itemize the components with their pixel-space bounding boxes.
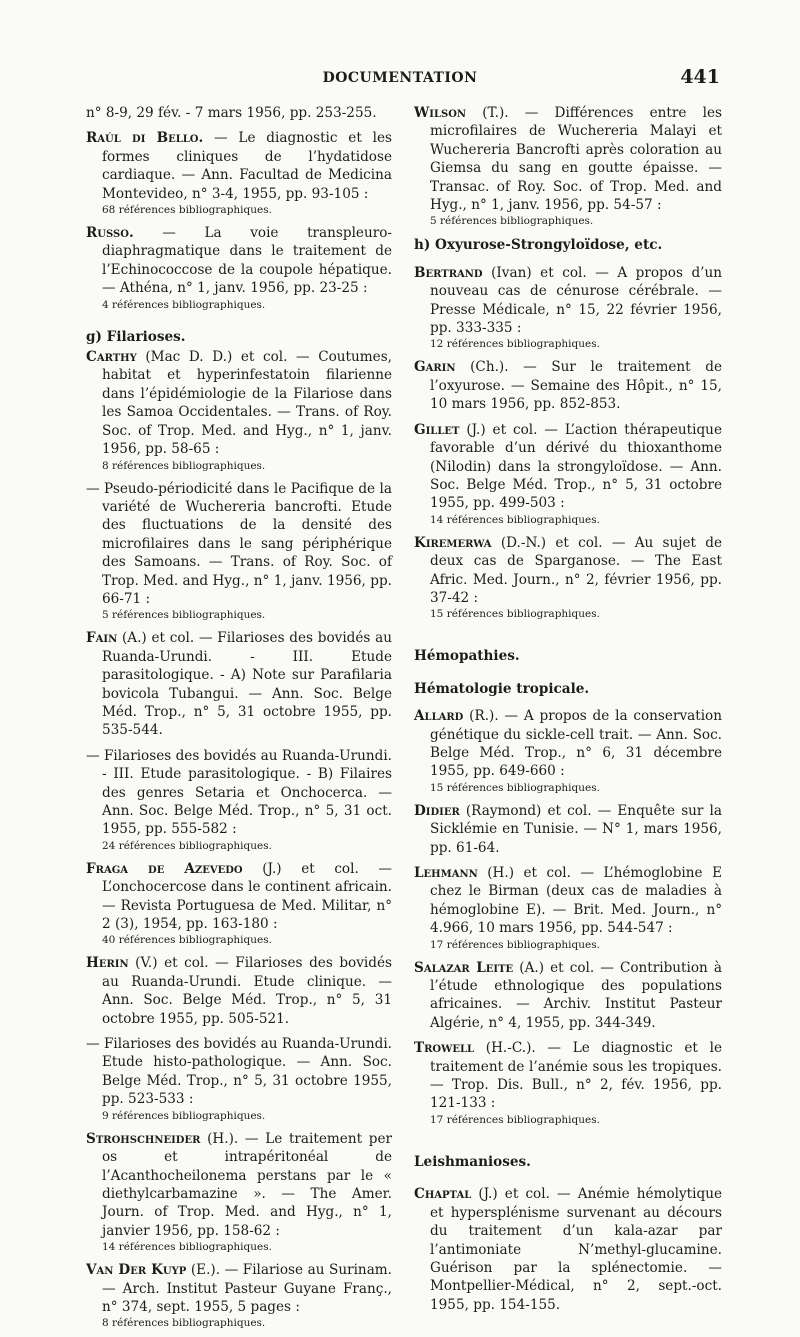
entry-author: Didier [414,802,460,819]
bibliography-entry [86,747,392,853]
entry-reference-count: 17 références bibliographiques. [430,1113,600,1126]
entry-reference-count: 14 références bibliographiques. [430,513,600,526]
entry-reference-count: 5 références bibliographiques. [430,215,594,228]
entry-text [86,224,392,298]
bibliography-entry [86,860,392,948]
entry-citation: (Mac D. D.) et col. — Coutumes, habitat et hyperinfestatoin filarienne dans l’épidémiologie de la Filariose dans les Samoa Occidentales. — Trans. of Roy. Soc. of Trop. Med. and Hyg., n° 1, janv. 1956, pp. 58-65 : [102,349,392,458]
entry-text [86,747,392,839]
bibliography-entry [86,629,392,739]
section-heading: Hémopathies. [414,648,520,665]
entry-text [86,860,392,934]
bibliography-entry [86,1261,392,1330]
entry-author: Gillet [414,421,460,438]
entry-text [414,358,722,413]
entry-reference-count: 24 références bibliographiques. [102,839,272,852]
entry-citation: (A.) et col. — Contribution à l’étude ethnologique des populations africaines. — Archiv. Institut Pasteur Algérie, n° 4, 1955, pp. 344-349. [430,959,723,1031]
bibliography-entry [414,264,722,352]
entry-text [414,707,722,781]
entry-citation: (Ivan) et col. — A propos d’un nouveau cas de cénurose cérébrale. — Presse Médicale, n° 15, 22 février 1956, pp. 333-335 : [430,264,722,337]
entry-reference-count: 5 références bibliographiques. [102,609,266,622]
entry-text [86,104,392,122]
bibliography-entry [414,358,722,413]
entry-citation: (J.) et col. — L’action thérapeutique favorable d’un dérivé du thioxanthome (Nilodin) dans la strongyloïdose. — Ann. Soc. Belge Méd. Trop., n° 5, 31 octobre 1955, pp. 499-503 : [430,421,722,512]
entry-reference-count: 8 références bibliographiques. [102,1317,266,1330]
entry-text [86,629,392,739]
entry-author: Kiremerwa [414,534,492,551]
entry-text [86,1130,392,1240]
entry-citation: (H.). — Le traitement per os et intrapéritonéal de l’Acanthocheilonema perstans par le « diethylcarbamazine ». — The Amer. Journ. of Trop. Med. and Hyg., n° 1, janvier 1956, pp. 158-62 : [102,1130,392,1239]
entry-reference-count: 9 références bibliographiques. [102,1109,266,1122]
bibliography-entry [86,954,392,1028]
entry-author: Bertrand [414,264,483,281]
entry-citation: (H.) et col. — L’hémoglobine E chez le Birman (deux cas de maladies à hémoglobine E). — Brit. Med. Journ., n° 4.966, 10 mars 1956, pp. 544-547 : [430,865,722,937]
page-number: 441 [680,66,720,88]
bibliography-entry [414,1185,722,1314]
entry-text [86,954,392,1028]
entry-citation: (Raymond) et col. — Enquête sur la Sicklémie en Tunisie. — N° 1, mars 1956, pp. 61-64. [430,802,722,856]
bibliography-entry [86,1035,392,1123]
entry-author: Herin [86,955,129,972]
running-title: DOCUMENTATION [322,70,478,86]
entry-reference-count: 8 références bibliographiques. [102,459,266,472]
bibliography-entry [414,421,722,527]
entry-text [414,264,722,338]
section-heading: Hématologie tropicale. [414,680,590,697]
entry-citation: (J.) et col. — L’onchocercose dans le continent africain. — Revista Portuguesa de Med. Militar, n° 2 (3), 1954, pp. 163-180 : [102,860,392,933]
bibliography-entry [86,104,392,122]
entry-reference-count: 4 références bibliographiques. [102,298,266,311]
entry-text [86,480,392,609]
bibliography-entry [414,534,722,622]
entry-citation: (T.). — Différences entre les microfilaires de Wuchereria Malayi et Wuchereria Bancrofti après coloration au Giemsa du sang en goutte épaisse. — Transac. of Roy. Soc. of Trop. Med. and Hyg., n° 1, janv. 1956, pp. 54-57 : [430,105,722,214]
entry-citation: (H.-C.). — Le diagnostic et le traitement de l’anémie sous les tropiques. — Trop. Dis. Bull., n° 2, fév. 1956, pp. 121-133 : [430,1040,722,1112]
entry-text [86,1261,392,1316]
bibliography-entry [86,224,392,312]
bibliography-entry [414,802,722,857]
entry-author: Fain [86,630,118,647]
entry-text [414,421,722,513]
entry-text [414,1185,722,1314]
right-column [414,104,722,1321]
entry-author: Garin [414,359,456,376]
entry-text [86,1035,392,1109]
entry-text [414,864,722,938]
bibliography-entry [414,104,722,228]
left-column [86,104,392,1337]
entry-citation: (J.) et col. — Anémie hémolytique et hypersplénisme survenant au décours du traitement d’un kala-azar par l’antimoniate N’methyl-glucamine. Guérison par la splénectomie. — Montpellier-Médical, n° 2, sept.-oct. 1955, pp. 154-155. [430,1186,722,1313]
entry-author: Trowell [414,1040,475,1057]
entry-text [414,959,722,1033]
entry-text [414,104,722,214]
entry-citation: — Pseudo-périodicité dans le Pacifique de la variété de Wuchereria bancrofti. Etude des fluctuations de la densité des microfilaires dans le sang périphérique des Samoans. — Trans. of Roy. Soc. of Trop. Med. and Hyg., n° 1, janv. 1956, pp. 66-71 : [86,480,392,607]
bibliography-entry [86,1130,392,1254]
entry-text [86,348,392,458]
section-heading: h) Oxyurose-Strongyloïdose, etc. [414,237,663,254]
entry-citation: (D.-N.) et col. — Au sujet de deux cas de Sparganose. — The East Afric. Med. Journ., n° 2, février 1956, pp. 37-42 : [430,534,722,606]
entry-citation: n° 8-9, 29 fév. - 7 mars 1956, pp. 253-255. [86,105,377,121]
bibliography-entry [86,129,392,217]
entry-author: Raúl di Bello. [86,130,204,147]
entry-author: Chaptal [414,1186,472,1203]
entry-author: Lehmann [414,865,478,881]
entry-author: Russo. [86,225,134,242]
entry-text [414,802,722,857]
entry-author: Salazar Leite [414,959,514,976]
entry-author: Wilson [414,105,467,121]
entry-citation: (A.) et col. — Filarioses des bovidés au Ruanda-Urundi. - III. Etude parasitologique. - A) Note sur Parafilaria bovicola Tubangui. — Ann. Soc. Belge Méd. Trop., n° 5, 31 octobre 1955, pp. 535-544. [102,630,392,739]
entry-citation: (V.) et col. — Filarioses des bovidés au Ruanda-Urundi. Etude clinique. — Ann. Soc. Belge Méd. Trop., n° 5, 31 octobre 1955, pp. 505-521. [102,955,392,1027]
entry-reference-count: 17 références bibliographiques. [430,938,600,951]
bibliography-entry [414,959,722,1033]
entry-reference-count: 12 références bibliographiques. [430,338,600,351]
entry-author: Van Der Kuyp [86,1262,187,1279]
entry-citation: — La voie transpleuro-diaphragmatique dans le traitement de l’Echinococcose de la coupole hépatique. — Athéna, n° 1, janv. 1956, pp. 23-25 : [102,225,392,297]
entry-reference-count: 15 références bibliographiques. [430,608,600,621]
bibliography-entry [86,348,392,472]
entry-citation: (Ch.). — Sur le traitement de l’oxyurose. — Semaine des Hôpit., n° 15, 10 mars 1956, pp. 852-853. [430,359,722,413]
entry-citation: — Le diagnostic et les formes cliniques de l’hydatidose cardiaque. — Ann. Facultad de Medicina Montevideo, n° 3-4, 1955, pp. 93-105 : [102,130,392,202]
entry-citation: (R.). — A propos de la conservation génétique du sickle-cell trait. — Ann. Soc. Belge Méd. Trop., n° 6, 31 décembre 1955, pp. 649-660 : [430,708,722,780]
bibliography-entry [414,707,722,795]
entry-citation: (E.). — Filariose au Surinam. — Arch. Institut Pasteur Guyane Franç., n° 374, sept. 1955, 5 pages : [102,1262,393,1315]
page-header [80,66,720,92]
entry-reference-count: 14 références bibliographiques. [102,1241,272,1254]
entry-reference-count: 40 références bibliographiques. [102,934,272,947]
entry-text [414,534,722,608]
entry-text [414,1039,722,1113]
bibliography-entry [414,864,722,952]
entry-text [86,129,392,203]
bibliography-entry [414,1039,722,1127]
entry-reference-count: 15 références bibliographiques. [430,781,600,794]
entry-author: Allard [414,708,464,725]
entry-author: Carthy [86,349,137,366]
section-heading: g) Filarioses. [86,328,186,345]
entry-reference-count: 68 références bibliographiques. [102,204,272,217]
section-heading: Leishmanioses. [414,1153,531,1170]
entry-author: Fraga de Azevedo [86,860,243,877]
entry-author: Strohschneider [86,1130,201,1147]
entry-citation: — Filarioses des bovidés au Ruanda-Urundi. Etude histo-pathologique. — Ann. Soc. Belge Méd. Trop., n° 5, 31 octobre 1955, pp. 523-533 : [86,1036,392,1108]
entry-citation: — Filarioses des bovidés au Ruanda-Urundi. - III. Etude parasitologique. - B) Filaires des genres Setaria et Onchocerca. — Ann. Soc. Belge Méd. Trop., n° 5, 31 oct. 1955, pp. 555-582 : [86,747,392,838]
bibliography-entry [86,480,392,623]
